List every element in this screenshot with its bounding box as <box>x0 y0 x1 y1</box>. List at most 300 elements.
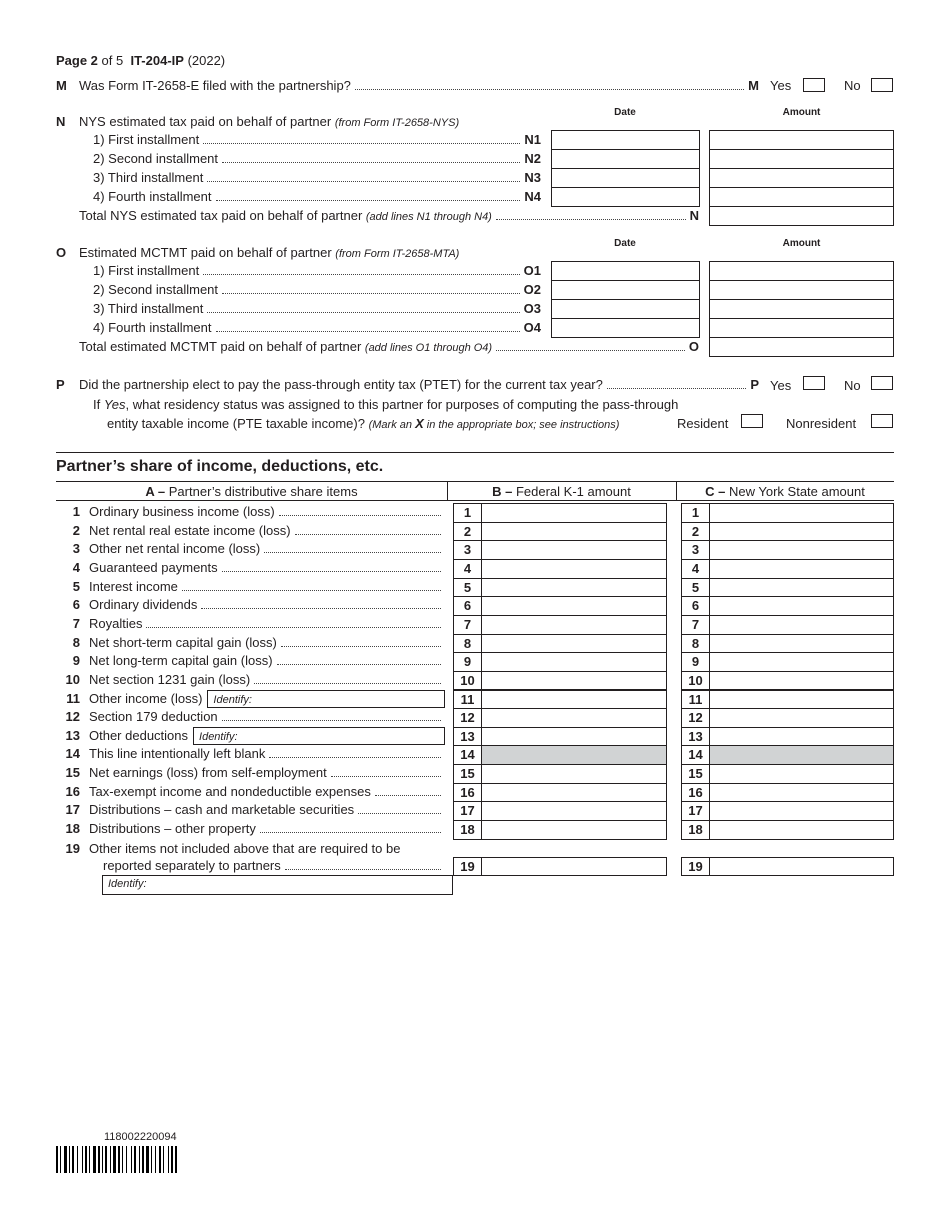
row-1-federal-input[interactable] <box>481 503 667 523</box>
barcode-bar <box>163 1146 164 1173</box>
row-label: Net section 1231 gain (loss) <box>89 671 251 687</box>
line-number: 8 <box>463 635 472 651</box>
row-16-federal-input[interactable] <box>481 783 667 803</box>
barcode-bar <box>98 1146 100 1173</box>
line-number: 9 <box>691 654 700 670</box>
row-number: 7 <box>72 615 80 631</box>
dot-leader <box>201 608 441 609</box>
row-3-c-number <box>681 540 710 560</box>
m-yes-label: Yes <box>770 78 792 93</box>
row-1-b-number <box>453 503 482 523</box>
row-10-federal-input[interactable] <box>481 671 667 691</box>
o-letter: O <box>56 245 67 260</box>
row-14-federal-input <box>481 745 667 765</box>
row-label-line <box>89 615 445 633</box>
n-date-input-4[interactable] <box>551 187 700 207</box>
line-number: 17 <box>460 803 475 819</box>
o-amount-header: Amount <box>782 238 821 249</box>
dot-leader <box>295 534 441 535</box>
line-number: 3 <box>691 542 700 558</box>
dot-leader <box>254 683 441 684</box>
page-total: of 5 <box>101 53 124 68</box>
row-2-c-number <box>681 522 710 542</box>
barcode-bar <box>142 1146 144 1173</box>
dot-leader <box>279 515 441 516</box>
row-number: 18 <box>65 821 80 837</box>
o-amount-input-4[interactable] <box>709 318 894 338</box>
dot-leader <box>281 646 441 647</box>
row-8-nys-input[interactable] <box>709 634 894 654</box>
dot-leader <box>222 571 441 572</box>
row-5-nys-input[interactable] <box>709 578 894 598</box>
row-6-c-number <box>681 596 710 616</box>
row-7-b-number <box>453 615 482 635</box>
n-installment-line <box>93 169 541 187</box>
row-15-nys-input[interactable] <box>709 764 894 784</box>
row-13-federal-input[interactable] <box>481 727 667 747</box>
row-9-c-number <box>681 652 710 672</box>
line-number: 13 <box>460 728 475 744</box>
row-7-federal-input[interactable] <box>481 615 667 635</box>
row-label: Net rental real estate income (loss) <box>89 522 291 538</box>
row-8-c-number <box>681 634 710 654</box>
p-question: Did the partnership elect to pay the pass-through entity tax (PTET) for the current tax year? <box>79 377 603 392</box>
m-code: M <box>748 78 759 93</box>
row-label-line <box>89 596 445 614</box>
row-label: Section 179 deduction <box>89 709 218 725</box>
n-installment-code: N3 <box>524 170 541 185</box>
n-total-line <box>79 207 699 225</box>
line-number: 9 <box>463 654 472 670</box>
row-label: Net earnings (loss) from self-employment <box>89 765 327 781</box>
row-number: 10 <box>65 671 80 687</box>
line-number: 6 <box>463 598 472 614</box>
o-installment-label: 3) Third installment <box>93 301 204 316</box>
row-label-line <box>89 820 445 838</box>
row-15-b-number <box>453 764 482 784</box>
n-amount-input-3[interactable] <box>709 168 894 188</box>
p-code: P <box>750 377 759 392</box>
o-date-input-2[interactable] <box>551 280 700 300</box>
row-label-line <box>89 690 445 708</box>
n-amount-input-1[interactable] <box>709 130 894 150</box>
row-5-federal-input[interactable] <box>481 578 667 598</box>
barcode-bar <box>72 1146 74 1173</box>
barcode-bar <box>126 1146 127 1173</box>
row-3-federal-input[interactable] <box>481 540 667 560</box>
row-number: 8 <box>72 634 80 650</box>
row-number: 6 <box>72 597 80 613</box>
row-18-b-number <box>453 820 482 840</box>
row-8-federal-input[interactable] <box>481 634 667 654</box>
barcode-bar <box>60 1146 61 1173</box>
dot-leader <box>277 664 441 665</box>
identify-input[interactable] <box>207 690 445 708</box>
barcode-bar <box>118 1146 120 1173</box>
m-question: Was Form IT-2658-E filed with the partnership? <box>79 78 351 93</box>
o-amount-input-2[interactable] <box>709 280 894 300</box>
resident-label: Resident <box>677 416 729 431</box>
line-number: 14 <box>460 747 475 763</box>
line-number: 6 <box>691 598 700 614</box>
barcode-number: 118002220094 <box>104 1131 177 1143</box>
row-label: Royalties <box>89 615 143 631</box>
dot-leader <box>146 627 441 628</box>
barcode-bar <box>110 1146 111 1173</box>
row-label-line <box>89 578 445 596</box>
row-18-federal-input[interactable] <box>481 820 667 840</box>
row-label: Other income (loss) <box>89 690 203 706</box>
row-17-federal-input[interactable] <box>481 801 667 821</box>
row-label: Ordinary business income (loss) <box>89 504 275 519</box>
row-19-nys-input[interactable] <box>709 857 894 876</box>
n-date-input-1[interactable] <box>551 130 700 150</box>
o-total-note: (add lines O1 through O4) <box>364 342 493 354</box>
o-amount-input-3[interactable] <box>709 299 894 319</box>
row-17-nys-input[interactable] <box>709 801 894 821</box>
row-19-c-number: 19 <box>681 857 710 876</box>
n-total-note: (add lines N1 through N4) <box>365 211 492 223</box>
row-label-line <box>89 559 445 577</box>
p-yes-label: Yes <box>770 378 792 393</box>
row-3-nys-input[interactable] <box>709 540 894 560</box>
o-installment-code: O3 <box>523 301 541 316</box>
row-label: Distributions – other property <box>89 821 256 837</box>
barcode-bar <box>171 1146 173 1173</box>
n-letter: N <box>56 114 66 129</box>
line-number: 5 <box>691 579 700 595</box>
o-total-input[interactable] <box>709 337 894 357</box>
line-number: 4 <box>691 560 700 576</box>
row-5-c-number <box>681 578 710 598</box>
line-number: 3 <box>463 542 472 558</box>
row-label: Other deductions <box>89 727 189 743</box>
n-title-text: NYS estimated tax paid on behalf of partner <box>79 114 335 129</box>
nonresident-checkbox[interactable] <box>871 414 893 428</box>
row-number: 14 <box>65 746 80 762</box>
dot-leader <box>264 552 441 553</box>
row-label: Net long-term capital gain (loss) <box>89 653 273 669</box>
row-18-c-number <box>681 820 710 840</box>
identify-label: Identify: <box>213 693 252 706</box>
barcode-bar <box>134 1146 136 1173</box>
o-installment-label: 4) Fourth installment <box>93 320 212 335</box>
row-12-federal-input[interactable] <box>481 708 667 728</box>
line-number: 16 <box>688 784 703 800</box>
row-label: Other net rental income (loss) <box>89 541 261 557</box>
barcode-bar <box>175 1146 177 1173</box>
o-date-input-4[interactable] <box>551 318 700 338</box>
barcode-bar <box>155 1146 156 1173</box>
row-13-nys-input[interactable] <box>709 727 894 747</box>
n-total-code: N <box>689 208 699 223</box>
row-label: Net short-term capital gain (loss) <box>89 634 277 650</box>
row-6-nys-input[interactable] <box>709 596 894 616</box>
resident-checkbox[interactable] <box>741 414 763 428</box>
row-14-c-number <box>681 745 710 765</box>
dot-leader <box>182 590 441 591</box>
line-number: 18 <box>460 822 475 838</box>
barcode-bar <box>64 1146 67 1173</box>
row-label: Tax-exempt income and nondeductible expenses <box>89 783 371 799</box>
row-19-line1: Other items not included above that are required to be <box>89 841 401 856</box>
row-2-b-number <box>453 522 482 542</box>
o-installment-line <box>93 281 541 299</box>
n-installment-label: 4) Fourth installment <box>93 189 212 204</box>
o-installment-line <box>93 262 541 280</box>
m-question-line <box>79 77 759 95</box>
dot-leader <box>216 331 520 332</box>
n-installment-code: N4 <box>524 189 541 204</box>
n-amount-input-2[interactable] <box>709 149 894 169</box>
row-9-federal-input[interactable] <box>481 652 667 672</box>
o-date-header: Date <box>614 238 636 249</box>
line-number: 17 <box>688 803 703 819</box>
dot-leader <box>216 200 521 201</box>
row-label-line <box>89 745 445 763</box>
row-number: 11 <box>66 690 80 706</box>
row-number: 5 <box>72 578 80 594</box>
row-label-line <box>89 783 445 801</box>
o-installment-code: O4 <box>523 320 541 335</box>
row-number: 1 <box>72 504 80 519</box>
barcode-bar <box>122 1146 123 1173</box>
form-year: (2022) <box>187 53 226 68</box>
row-2-federal-input[interactable] <box>481 522 667 542</box>
n-installment-code: N2 <box>524 151 541 166</box>
line-number: 2 <box>691 523 700 539</box>
row-label-line <box>89 503 445 521</box>
n-total-label: Total NYS estimated tax paid on behalf of partner <box>79 208 366 223</box>
n-installment-line <box>93 188 541 206</box>
o-date-input-1[interactable] <box>551 261 700 281</box>
m-no-checkbox[interactable] <box>871 78 893 92</box>
row-16-c-number <box>681 783 710 803</box>
line-number: 15 <box>460 766 475 782</box>
dot-leader <box>358 813 441 814</box>
row-15-federal-input[interactable] <box>481 764 667 784</box>
barcode-bar <box>139 1146 140 1173</box>
m-yes-checkbox[interactable] <box>803 78 825 92</box>
row-number: 3 <box>72 541 80 557</box>
line-number: 18 <box>688 822 703 838</box>
n-date-header: Date <box>614 107 636 118</box>
dot-leader <box>496 350 685 351</box>
row-4-b-number <box>453 559 482 579</box>
row-label: Guaranteed payments <box>89 559 218 575</box>
row-number: 9 <box>72 653 80 669</box>
line-number: 1 <box>691 505 700 520</box>
table-header-rule <box>56 500 894 501</box>
row-label: This line intentionally left blank <box>89 746 266 762</box>
row-10-b-number <box>453 671 482 691</box>
row-14-nys-input <box>709 745 894 765</box>
line-number: 8 <box>691 635 700 651</box>
barcode-bar <box>56 1146 58 1173</box>
row-label-line <box>89 801 445 819</box>
line-number: 4 <box>463 560 472 576</box>
section-divider <box>56 452 894 453</box>
row-label-line <box>89 652 445 670</box>
row-19-b-number: 19 <box>453 857 482 876</box>
row-6-federal-input[interactable] <box>481 596 667 616</box>
barcode-bar <box>89 1146 90 1173</box>
barcode-bar <box>105 1146 107 1173</box>
row-label-line <box>89 634 445 652</box>
row-12-c-number <box>681 708 710 728</box>
o-installment-label: 2) Second installment <box>93 282 219 297</box>
line-number: 14 <box>688 747 703 763</box>
row-4-nys-input[interactable] <box>709 559 894 579</box>
nonresident-label: Nonresident <box>786 416 857 431</box>
o-title-text: Estimated MCTMT paid on behalf of partner <box>79 245 336 260</box>
p-followup: If Yes, what residency status was assigned to this partner for purposes of computing the pass-through <box>93 397 679 412</box>
row-label-line <box>89 671 445 689</box>
row-19-line2: reported separately to partners <box>103 857 445 875</box>
o-date-input-3[interactable] <box>551 299 700 319</box>
o-amount-input-1[interactable] <box>709 261 894 281</box>
row-19-number: 19 <box>65 841 80 856</box>
row-1-nys-input[interactable] <box>709 503 894 523</box>
line-number: 12 <box>460 710 475 726</box>
o-source: (from Form IT-2658-MTA) <box>335 248 460 260</box>
dot-leader <box>207 181 520 182</box>
row-number: 16 <box>65 783 80 799</box>
row-7-c-number <box>681 615 710 635</box>
row-7-nys-input[interactable] <box>709 615 894 635</box>
n-amount-input-4[interactable] <box>709 187 894 207</box>
dot-leader <box>203 274 519 275</box>
p-letter: P <box>56 377 65 392</box>
row-16-b-number <box>453 783 482 803</box>
line-number: 16 <box>460 784 475 800</box>
row-label-line <box>89 708 445 726</box>
dot-leader <box>260 832 441 833</box>
barcode-bar <box>113 1146 116 1173</box>
row-number: 15 <box>65 765 80 781</box>
o-installment-label: 1) First installment <box>93 263 200 278</box>
dot-leader <box>222 162 520 163</box>
dot-leader <box>269 757 441 758</box>
row-label-line <box>89 522 445 540</box>
barcode-bar <box>82 1146 83 1173</box>
line-number: 1 <box>463 505 472 520</box>
barcode-bar <box>69 1146 70 1173</box>
n-source: (from Form IT-2658-NYS) <box>334 117 460 129</box>
row-5-b-number <box>453 578 482 598</box>
identify-input[interactable] <box>193 727 445 745</box>
o-installment-code: O1 <box>523 263 541 278</box>
n-installment-label: 2) Second installment <box>93 151 219 166</box>
row-2-nys-input[interactable] <box>709 522 894 542</box>
n-title <box>79 114 459 129</box>
row-number: 17 <box>65 802 80 818</box>
o-total-label: Total estimated MCTMT paid on behalf of partner <box>79 339 365 354</box>
line-number: 10 <box>460 672 475 688</box>
row-19-identify-input[interactable] <box>102 875 453 895</box>
n-amount-header: Amount <box>782 107 821 118</box>
n-total-input[interactable] <box>709 206 894 226</box>
row-16-nys-input[interactable] <box>709 783 894 803</box>
row-number: 13 <box>65 727 80 743</box>
n-installment-code: N1 <box>524 132 541 147</box>
barcode-bar <box>102 1146 103 1173</box>
row-label: Distributions – cash and marketable securities <box>89 802 355 818</box>
dot-leader <box>331 776 441 777</box>
row-1-c-number <box>681 503 710 523</box>
line-number: 13 <box>688 728 703 744</box>
row-number: 12 <box>65 709 80 725</box>
o-installment-code: O2 <box>523 282 541 297</box>
barcode-bar <box>93 1146 96 1173</box>
line-number: 11 <box>688 691 703 707</box>
row-6-b-number <box>453 596 482 616</box>
form-id: IT-204-IP <box>130 53 184 68</box>
row-4-c-number <box>681 559 710 579</box>
row-label-line <box>89 764 445 782</box>
row-8-b-number <box>453 634 482 654</box>
o-total-code: O <box>688 339 699 354</box>
row-label-line <box>89 727 445 745</box>
barcode-bar <box>131 1146 132 1173</box>
row-11-federal-input[interactable] <box>481 690 667 710</box>
n-date-input-3[interactable] <box>551 168 700 188</box>
row-number: 2 <box>72 522 80 538</box>
row-10-nys-input[interactable] <box>709 671 894 691</box>
p-yes-checkbox[interactable] <box>803 376 825 390</box>
barcode-bar <box>146 1146 149 1173</box>
n-date-input-2[interactable] <box>551 149 700 169</box>
table-top-rule <box>56 481 894 482</box>
barcode-bar <box>151 1146 152 1173</box>
p-no-checkbox[interactable] <box>871 376 893 390</box>
dot-leader <box>222 720 441 721</box>
line-number: 7 <box>691 616 700 632</box>
row-9-b-number <box>453 652 482 672</box>
line-number: 10 <box>688 672 703 688</box>
dot-leader <box>203 143 520 144</box>
n-installment-label: 3) Third installment <box>93 170 204 185</box>
barcode-image <box>56 1146 240 1173</box>
row-17-c-number <box>681 801 710 821</box>
o-installment-line <box>93 300 541 318</box>
p-followup-line2: entity taxable income (PTE taxable income)? (Mark an X in the appropriate box; see instructions) <box>107 416 620 431</box>
page-header <box>56 53 225 68</box>
o-title <box>79 245 459 260</box>
n-installment-line <box>93 150 541 168</box>
barcode-bar <box>77 1146 78 1173</box>
row-4-federal-input[interactable] <box>481 559 667 579</box>
line-number: 5 <box>463 579 472 595</box>
row-label: Interest income <box>89 578 178 594</box>
row-18-nys-input[interactable] <box>709 820 894 840</box>
o-installment-line <box>93 319 541 337</box>
row-9-nys-input[interactable] <box>709 652 894 672</box>
dot-leader <box>207 312 519 313</box>
line-number: 12 <box>688 710 703 726</box>
row-12-nys-input[interactable] <box>709 708 894 728</box>
line-number: 11 <box>460 691 475 707</box>
row-label-line <box>89 540 445 558</box>
row-11-nys-input[interactable] <box>709 690 894 710</box>
col-a-header: A – Partner’s distributive share items <box>145 484 358 499</box>
row-19-federal-input[interactable] <box>481 857 667 876</box>
row-11-c-number <box>681 690 710 710</box>
barcode-bar <box>85 1146 87 1173</box>
row-3-b-number <box>453 540 482 560</box>
o-total-line <box>79 338 699 356</box>
m-letter: M <box>56 78 67 93</box>
